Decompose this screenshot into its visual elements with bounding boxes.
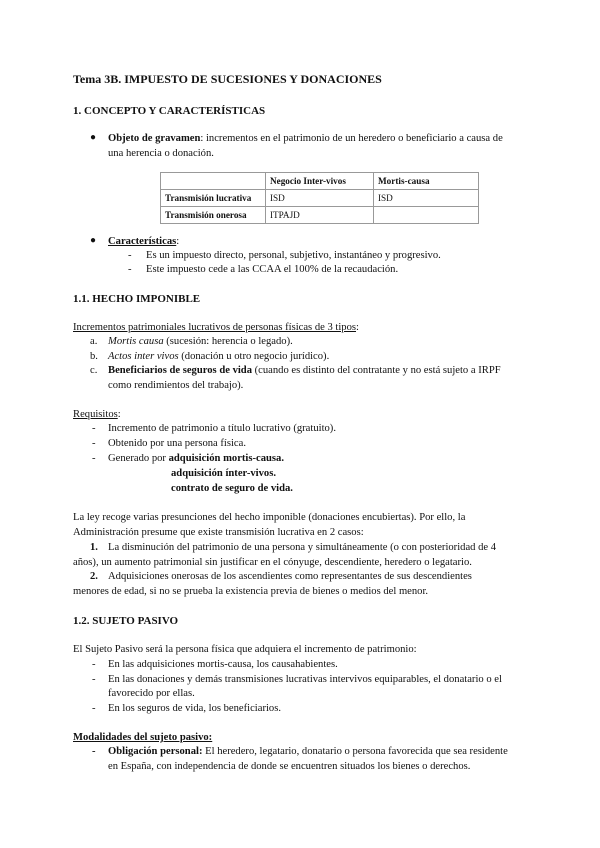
list-dash: -	[92, 438, 96, 449]
table-row	[161, 190, 479, 207]
hecho-intro-text: Incrementos patrimoniales lucrativos de personas físicas de 3 tipos	[73, 322, 357, 333]
list-item	[108, 452, 284, 467]
list-item	[108, 350, 329, 365]
list-item: Obtenido por una persona física.	[108, 438, 246, 449]
caracteristicas-colon: :	[176, 236, 180, 247]
section-heading-hecho-imponible: 1.1. HECHO IMPONIBLE	[73, 293, 201, 305]
list-item: Es un impuesto directo, personal, subjetivo, instantáneo y progresivo.	[146, 250, 441, 261]
table-cell: Transmisión lucrativa	[161, 190, 266, 207]
table-header-cell	[161, 173, 266, 190]
table-cell: Transmisión onerosa	[161, 207, 266, 224]
list-item	[108, 364, 501, 379]
caracteristicas-label: Características	[108, 236, 177, 247]
list-item-continuation: como rendimientos del trabajo).	[108, 380, 244, 391]
objeto-gravamen-line	[108, 132, 503, 147]
list-item-text: (cuando es distinto del contratante y no está sujeto a IRPF	[252, 365, 501, 376]
section-heading-concepto: 1. CONCEPTO Y CARACTERÍSTICAS	[73, 105, 266, 117]
objeto-text: : incrementos en el patrimonio de un heredero o beneficiario a causa de	[200, 133, 503, 144]
list-item: En las adquisiciones mortis-causa, los causahabientes.	[108, 659, 338, 670]
caso-number: 2.	[90, 571, 98, 582]
requisitos-heading	[73, 408, 121, 423]
presuncion-paragraph: La ley recoge varias presunciones del hecho imponible (donaciones encubiertas). Por ello, la	[73, 512, 466, 523]
list-marker: c.	[90, 365, 98, 376]
bullet-icon: ●	[90, 132, 97, 143]
list-dash: -	[92, 703, 96, 714]
sujeto-intro: El Sujeto Pasivo será la persona física que adquiera el incremento de patrimonio:	[73, 644, 417, 655]
list-item-emphasis: Mortis causa	[108, 336, 164, 347]
caso-text-line2: menores de edad, si no se prueba la existencia previa de bienes o medios del menor.	[73, 586, 429, 597]
obligacion-line	[108, 745, 508, 760]
caso-text-line2: años), un aumento patrimonial sin justificar en el cónyuge, descendiente, heredero o legatario.	[73, 557, 472, 568]
generado-item: adquisición mortis-causa.	[168, 453, 284, 464]
list-item	[108, 335, 293, 350]
list-dash: -	[92, 453, 96, 464]
objeto-label: Objeto de gravamen	[108, 133, 201, 144]
list-item: En los seguros de vida, los beneficiarios.	[108, 703, 281, 714]
list-item-text: (sucesión: herencia o legado).	[163, 336, 293, 347]
table-cell	[374, 207, 479, 224]
list-item: Este impuesto cede a las CCAA el 100% de la recaudación.	[146, 264, 399, 275]
obligacion-text: El heredero, legatario, donatario o persona favorecida que sea residente	[202, 746, 508, 757]
document-title: Tema 3B. IMPUESTO DE SUCESIONES Y DONACIONES	[73, 72, 382, 86]
hecho-intro	[73, 321, 359, 336]
list-dash: -	[92, 746, 96, 757]
obligacion-label: Obligación personal:	[108, 746, 203, 757]
caracteristicas-line	[108, 235, 179, 250]
list-item: En las donaciones y demás transmisiones lucrativas intervivos equiparables, el donatario o el	[108, 674, 502, 685]
table-cell: ISD	[266, 190, 374, 207]
caso-text: Adquisiciones onerosas de los ascendientes como representantes de sus descendientes	[108, 571, 472, 582]
list-marker: a.	[90, 336, 98, 347]
caso-number: 1.	[90, 542, 98, 553]
generado-item: contrato de seguro de vida.	[171, 483, 293, 494]
list-dash: -	[92, 659, 96, 670]
hecho-intro-colon: :	[356, 322, 359, 333]
presuncion-paragraph-line2: Administración presume que existe transmisión lucrativa en 2 casos:	[73, 527, 364, 538]
list-dash: -	[92, 674, 96, 685]
list-dash: -	[92, 423, 96, 434]
transmission-table	[160, 172, 479, 224]
list-marker: b.	[90, 351, 98, 362]
modalidades-heading: Modalidades del sujeto pasivo:	[73, 732, 213, 743]
requisitos-colon: :	[117, 409, 121, 420]
table-header-cell: Mortis-causa	[374, 173, 479, 190]
table-cell: ITPAJD	[266, 207, 374, 224]
section-heading-sujeto-pasivo: 1.2. SUJETO PASIVO	[73, 615, 179, 627]
list-item-text: (donación u otro negocio jurídico).	[178, 351, 330, 362]
list-item-emphasis: Actos inter vivos	[108, 351, 179, 362]
table-row	[161, 207, 479, 224]
requisitos-label: Requisitos	[73, 409, 118, 420]
bullet-icon: ●	[90, 235, 97, 246]
obligacion-line2: en España, con independencia de donde se encuentren situados los bienes o derechos.	[108, 761, 471, 772]
list-item-continuation: favorecido por ellas.	[108, 688, 195, 699]
generado-item: adquisición ínter-vivos.	[171, 468, 276, 479]
objeto-text-line2: una herencia o donación.	[108, 148, 214, 159]
list-item: Incremento de patrimonio a título lucrativo (gratuito).	[108, 423, 336, 434]
list-item-emphasis: Beneficiarios de seguros de vida	[108, 365, 252, 376]
table-header-row	[161, 173, 479, 190]
list-item-text: Generado por	[108, 453, 166, 464]
list-dash: -	[128, 250, 132, 261]
table-cell: ISD	[374, 190, 479, 207]
caso-text: La disminución del patrimonio de una persona y simultáneamente (o con posterioridad de 4	[108, 542, 497, 553]
table-header-cell: Negocio Inter-vivos	[266, 173, 374, 190]
list-dash: -	[128, 264, 132, 275]
